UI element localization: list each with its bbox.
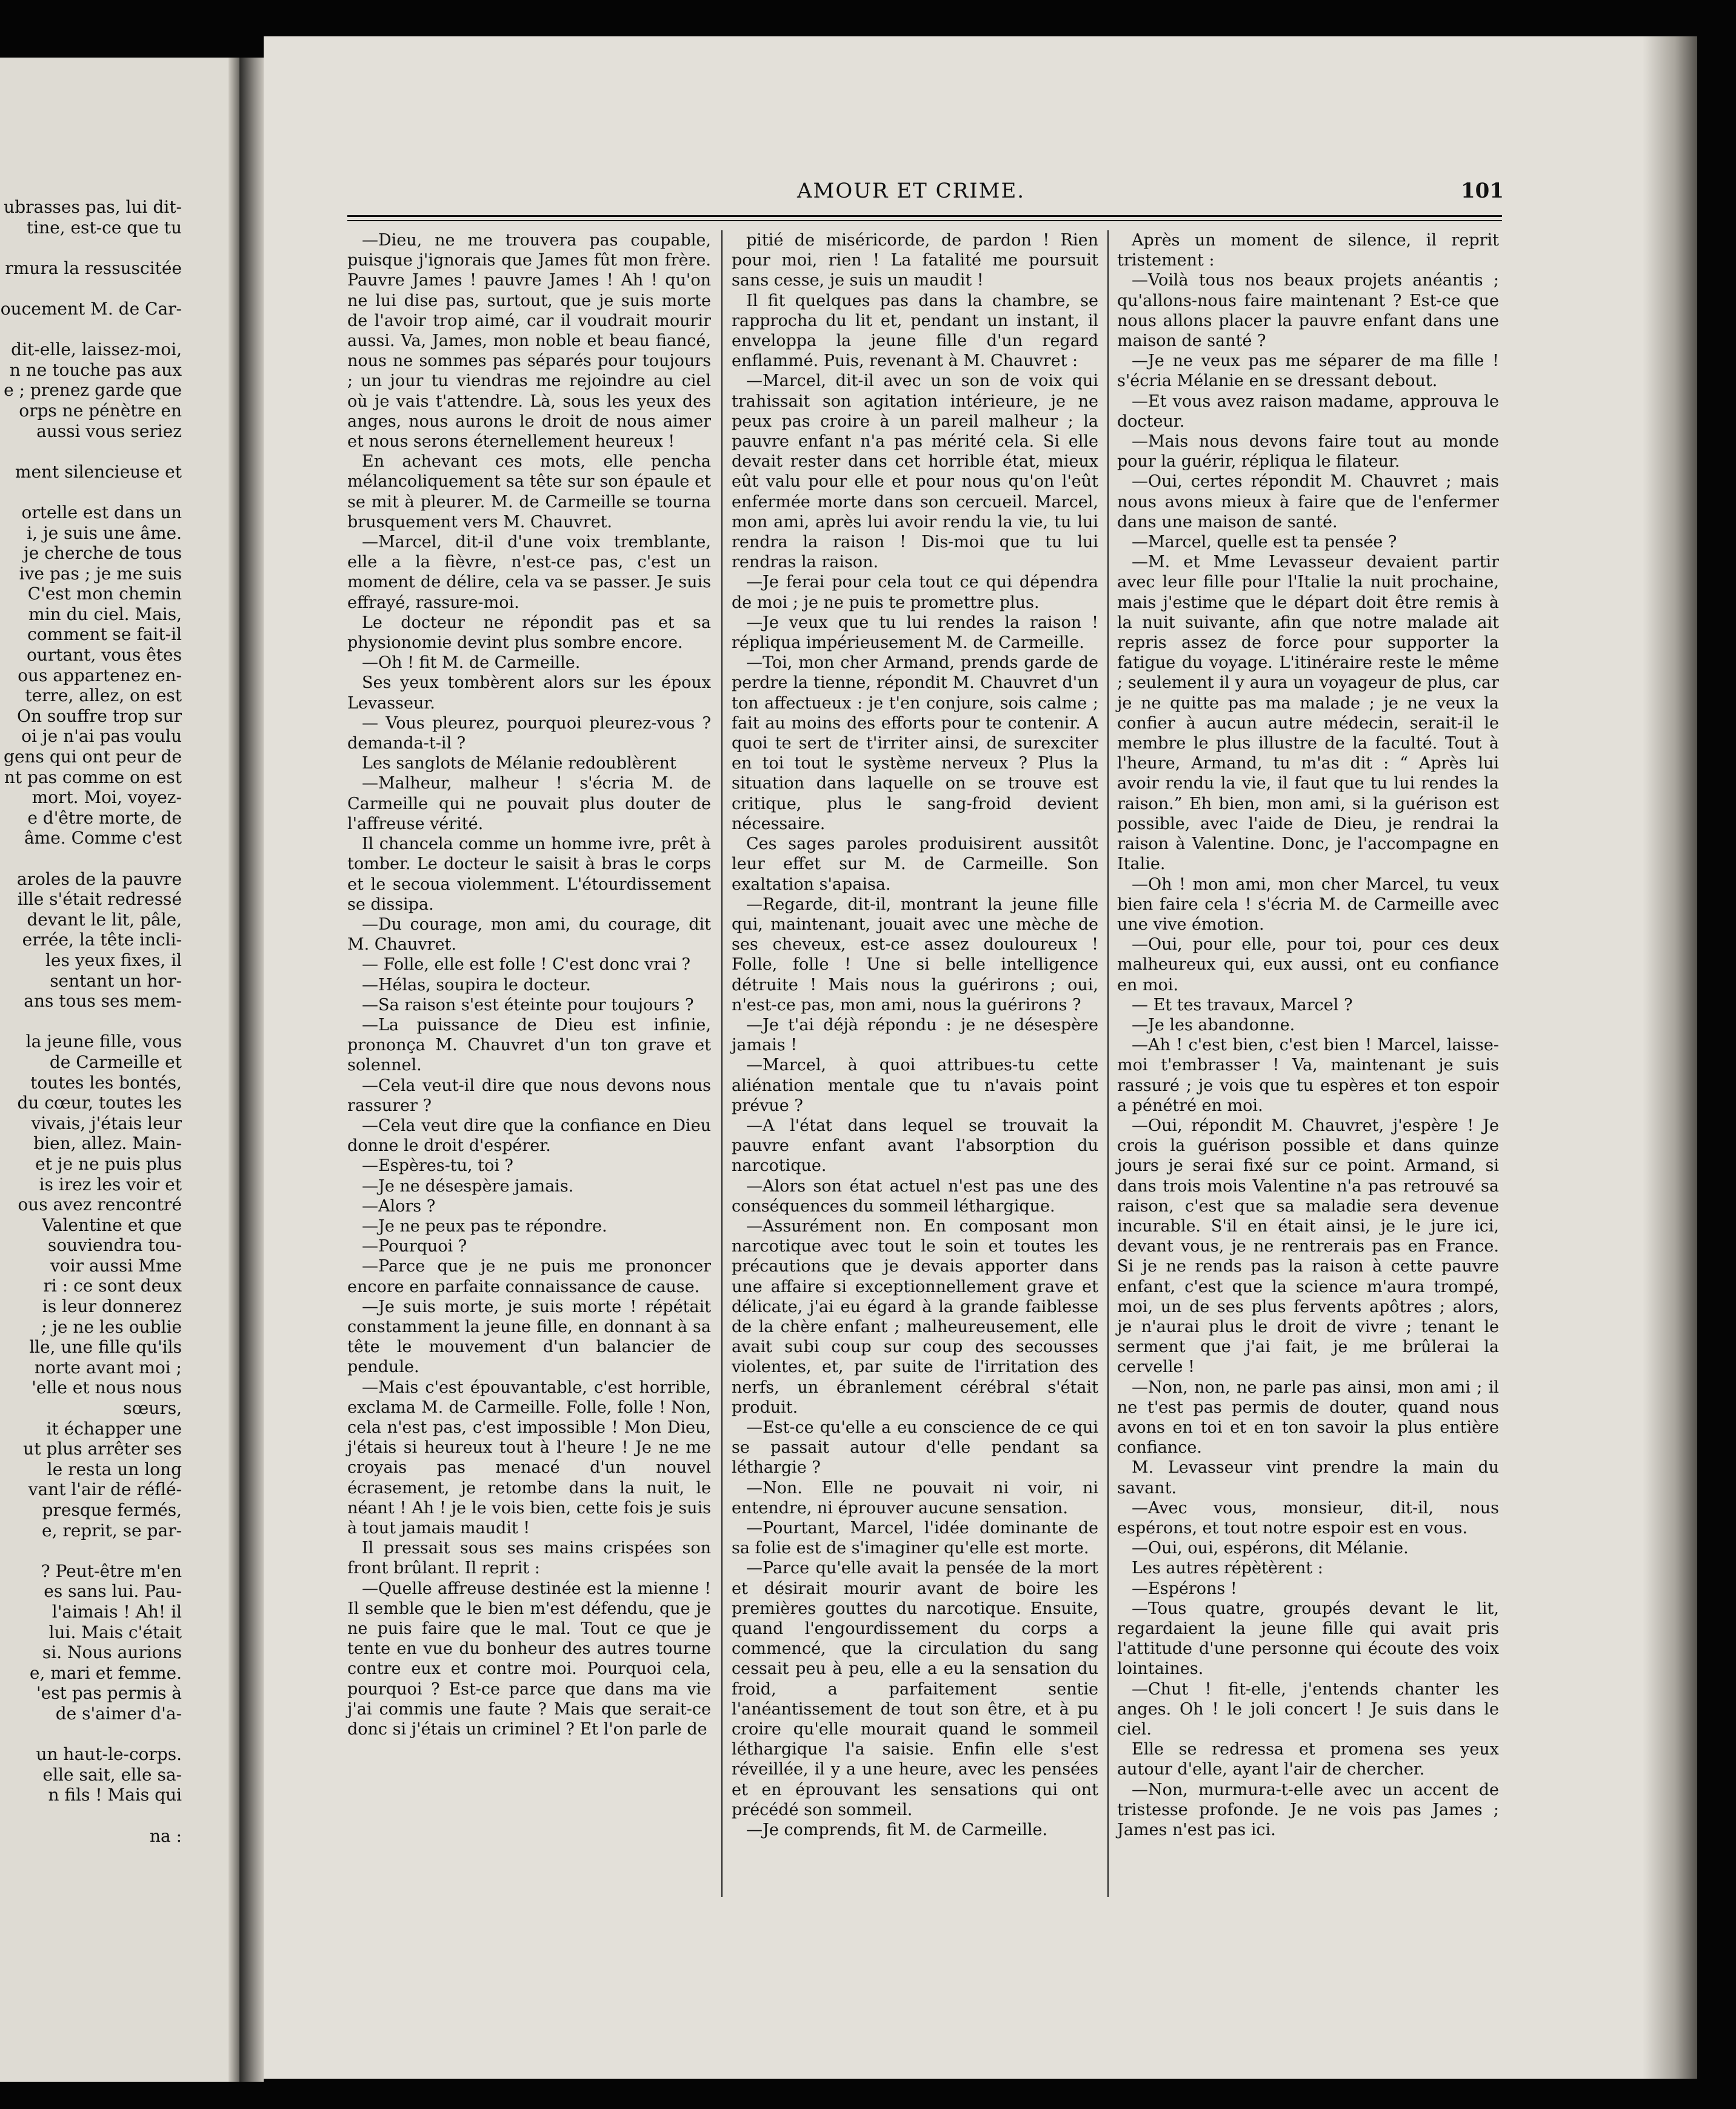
left-fragment-line: l'aimais ! Ah! il: [52, 1601, 182, 1622]
paragraph: —Je les abandonne.: [1132, 1015, 1295, 1035]
left-fragment-line: elle sait, elle sa-: [42, 1764, 182, 1785]
paragraph: —Oui, pour elle, pour toi, pour ces deux malheureux qui, eux aussi, ont eu confiance en moi.: [1117, 935, 1499, 995]
paragraph: —Parce que je ne puis me prononcer encore en parfaite connaissance de cause.: [347, 1257, 711, 1296]
left-fragment-line: ment silencieuse et: [15, 461, 182, 482]
left-fragment-line: [0, 1541, 182, 1561]
paragraph: —Je veux que tu lui rendes la raison ! répliqua impérieusement M. de Carmeille.: [732, 613, 1098, 653]
left-fragment-line: la jeune fille, vous: [25, 1031, 182, 1052]
paragraph: —Non, murmura-t-elle avec un accent de tristesse profonde. Je ne vois pas James ; James n'est pas ici.: [1117, 1780, 1499, 1840]
left-fragment-line: bien, allez. Main-: [33, 1133, 182, 1154]
paragraph: —Espérons !: [1132, 1579, 1237, 1598]
left-fragment-line: n ne touche pas aux: [9, 359, 182, 380]
paragraph: — Vous pleurez, pourquoi pleurez-vous ? demanda-t-il ?: [347, 713, 711, 753]
left-fragment-line: On souffre trop sur: [16, 705, 182, 726]
paragraph: —Oui, répondit M. Chauvret, j'espère ! Je crois la guérison possible et dans quinze jours je serai fixé sur ce point. Armand, si dans trois mois Valentine n'a pas retrouvé sa raison, c'est que sa maladie sera devenue incurable. S'il en était ainsi, je le jure ici, devant vous, je ne rentrerais pas en France. Si je ne rends pas la raison à cette pauvre enfant, c'est que la science m'aura trompé, moi, un de ses plus fervents apôtres ; alors, je n'aurai plus le droit de vivre ; tenant le serment que j'ai fait, je me brûlerai la cervelle !: [1117, 1116, 1499, 1377]
left-fragment-line: na :: [149, 1825, 182, 1846]
left-fragment-line: [0, 848, 182, 869]
left-fragment-line: presque fermés,: [42, 1500, 182, 1520]
paragraph: —Oh ! mon ami, mon cher Marcel, tu veux bien faire cela ! s'écria M. de Carmeille avec une vive émotion.: [1117, 875, 1499, 934]
left-fragment-line: ; je ne les oublie: [41, 1316, 182, 1337]
paragraph: —Assurément non. En composant mon narcotique avec tout le soin et toutes les précautions que je devais apporter dans une affaire si exceptionnellement grave et délicate, j'ai eu égard à la grande faiblesse de la chère enfant ; malheureusement, elle avait subi coup sur coup des secousses violentes, et, par suite de l'irritation des nerfs, un ébranlement cérébral s'était produit.: [732, 1216, 1098, 1417]
left-fragment-line: et je ne puis plus: [35, 1153, 182, 1174]
left-fragment-line: ive pas ; je me suis: [19, 563, 182, 584]
header-rule-thin: [347, 220, 1502, 221]
left-fragment-line: gens qui ont peur de: [4, 747, 182, 767]
text-column-3: [1117, 230, 1499, 1840]
paragraph: —Pourtant, Marcel, l'idée dominante de sa folie est de s'imaginer qu'elle est morte.: [732, 1519, 1098, 1558]
left-fragment-line: ubrasses pas, lui dit-: [4, 197, 182, 217]
paragraph: —Cela veut-il dire que nous devons nous rassurer ?: [347, 1076, 711, 1115]
paragraph: Il pressait sous ses mains crispées son front brûlant. Il reprit :: [347, 1539, 711, 1578]
left-fragment-line: mort. Moi, voyez-: [32, 787, 182, 808]
paragraph: —Je ferai pour cela tout ce qui dépendra de moi ; je ne puis te promettre plus.: [732, 573, 1098, 612]
paragraph: —Oui, certes répondit M. Chauvret ; mais nous avons mieux à faire que de l'enfermer dans une maison de santé.: [1117, 472, 1499, 531]
paragraph: pitié de miséricorde, de pardon ! Rien pour moi, rien ! La fatalité me poursuit sans cesse, je suis un maudit !: [732, 231, 1098, 290]
left-fragment-line: oucement M. de Car-: [0, 298, 182, 319]
paragraph: —Alors son état actuel n'est pas une des conséquences du sommeil léthargique.: [732, 1176, 1098, 1216]
paragraph: —Hélas, soupira le docteur.: [362, 975, 591, 995]
paragraph: —Je ne désespère jamais.: [362, 1176, 574, 1196]
left-fragment-line: ? Peut-être m'en: [41, 1561, 182, 1581]
paragraph: En achevant ces mots, elle pencha mélancoliquement sa tête sur son épaule et se mit à pleurer. M. de Carmeille se tourna brusquement vers M. Chauvret.: [347, 452, 711, 531]
left-fragment-line: is leur donnerez: [42, 1296, 182, 1317]
text-column-1: [347, 230, 711, 1739]
left-fragment-line: 'est pas permis à: [36, 1683, 182, 1704]
left-fragment-line: voir aussi Mme: [50, 1255, 182, 1276]
column-divider: [1107, 230, 1109, 1897]
left-fragment-line: [0, 319, 182, 340]
left-fragment-line: aussi vous seriez: [36, 421, 182, 441]
paragraph: —Non, non, ne parle pas ainsi, mon ami ; il ne t'est pas permis de douter, quand nous avons en toi et en ton savoir la plus entière confiance.: [1117, 1378, 1499, 1458]
paragraph: —Marcel, dit-il avec un son de voix qui trahissait son agitation intérieure, je ne peux pas croire à un pareil malheur ; la pauvre enfant n'a pas mérité cela. Si elle devait rester dans cet horrible état, mieux eût valu pour elle et pour nous qu'on l'eût enfermée morte dans son cercueil. Marcel, mon ami, après lui avoir rendu la vie, tu lui rendra la raison ! Dis-moi que tu lui rendras la raison.: [732, 371, 1098, 572]
left-fragment-line: toutes les bontés,: [30, 1072, 182, 1093]
left-fragment-line: norte avant moi ;: [34, 1357, 182, 1378]
paragraph: —Et vous avez raison madame, approuva le docteur.: [1117, 391, 1499, 431]
paragraph: —Dieu, ne me trouvera pas coupable, puisque j'ignorais que James fût mon frère. Pauvre James ! pauvre James ! Ah ! qu'on ne lui dise pas, surtout, que je suis morte de l'avoir trop aimé, car il voudrait mourir aussi. Va, James, mon noble et beau fiancé, nous ne sommes pas séparés pour toujours ; un jour tu viendras me rejoindre au ciel où je vais t'attendre. Là, sous les yeux des anges, nous aurons le droit de nous aimer et nous serons éternellement heureux !: [347, 231, 711, 451]
left-fragment-line: ourtant, vous êtes: [26, 645, 182, 665]
left-fragment-line: terre, allez, on est: [25, 685, 182, 706]
paragraph: —Parce qu'elle avait la pensée de la mort et désirait mourir avant de boire les premières gouttes du narcotique. Ensuite, quand l'engourdissement du corps a commencé, que la circulation du sang cessait peu à peu, elle a eu la sensation du froid, a parfaitement sentie l'anéantissement de tout son être, et à pu croire qu'elle mourait quand le sommeil léthargique l'a saisie. Enfin elle s'est réveillée, il y a une heure, avec les pensées et en éprouvant les sensations qui ont précédé son sommeil.: [732, 1559, 1098, 1819]
left-fragment-line: [0, 1805, 182, 1826]
paragraph: — Folle, elle est folle ! C'est donc vrai ?: [362, 955, 691, 975]
paragraph: —Chut ! fit-elle, j'entends chanter les anges. Oh ! le joli concert ! Je suis dans le ciel.: [1117, 1679, 1499, 1739]
left-fragment-line: ous appartenez en-: [18, 665, 182, 685]
left-fragment-line: [0, 482, 182, 502]
left-fragment-line: rmura la ressuscitée: [5, 258, 182, 278]
paragraph: —Espères-tu, toi ?: [362, 1156, 513, 1176]
right-page-edge-shadow: [1643, 36, 1697, 2079]
left-fragment-line: [0, 238, 182, 258]
left-fragment-line: devant le lit, pâle,: [27, 909, 182, 930]
left-fragment-line: sentant un hor-: [50, 970, 182, 991]
page-number: 101: [1461, 179, 1504, 203]
left-fragment-line: orps ne pénètre en: [19, 400, 182, 421]
left-fragment-line: de Carmeille et: [49, 1051, 182, 1072]
paragraph: —Du courage, mon ami, du courage, dit M. Chauvret.: [347, 915, 711, 955]
left-fragment-line: e ; prenez garde que: [4, 380, 182, 401]
paragraph: —Malheur, malheur ! s'écria M. de Carmeille qui ne pouvait plus douter de l'affreuse vérité.: [347, 774, 711, 833]
paragraph: —Non. Elle ne pouvait ni voir, ni entendre, ni éprouver aucune sensation.: [732, 1478, 1098, 1518]
left-fragment-line: vivais, j'étais leur: [31, 1113, 182, 1133]
paragraph: — Et tes travaux, Marcel ?: [1132, 995, 1353, 1015]
paragraph: —Marcel, quelle est ta pensée ?: [1132, 533, 1397, 552]
paragraph: —Pourquoi ?: [362, 1237, 467, 1256]
left-page-text-fragment: [0, 197, 182, 1846]
left-fragment-line: nt pas comme on est: [4, 767, 182, 787]
paragraph: —Je suis morte, je suis morte ! répétait constamment la jeune fille, en donnant à sa tête le mouvement d'un balancier de pendule.: [347, 1297, 711, 1377]
left-fragment-line: oi je n'ai pas voulu: [21, 726, 182, 747]
paragraph: —A l'état dans lequel se trouvait la pauvre enfant avant l'absorption du narcotique.: [732, 1116, 1098, 1176]
paragraph: —Sa raison s'est éteinte pour toujours ?: [362, 995, 694, 1015]
left-fragment-line: comment se fait-il: [27, 624, 182, 645]
left-fragment-line: lui. Mais c'était: [48, 1622, 182, 1642]
paragraph: —Quelle affreuse destinée est la mienne ! Il semble que le bien m'est défendu, que je ne puis faire que le mal. Tout ce que je tente en vue du bonheur des autres tourne contre eux et contre moi. Pourquoi cela, pourquoi ? Est-ce parce que dans ma vie j'ai commis une faute ? Mais que serait-ce donc si j'étais un criminel ? Et l'on parle de: [347, 1579, 711, 1739]
left-fragment-line: sœurs,: [123, 1398, 182, 1419]
left-fragment-line: ri : ce sont deux: [43, 1276, 182, 1296]
column-divider: [721, 230, 723, 1897]
paragraph: Après un moment de silence, il reprit tristement :: [1117, 231, 1499, 270]
left-page-fold-shadow: [229, 58, 239, 2082]
text-column-2: [732, 230, 1098, 1840]
left-fragment-line: [0, 441, 182, 462]
left-fragment-line: je cherche de tous: [24, 543, 182, 564]
left-fragment-line: i, je suis une âme.: [27, 522, 182, 543]
paragraph: —Mais c'est épouvantable, c'est horrible, exclama M. de Carmeille. Folle, folle ! Non, cela n'est pas, c'est impossible ! Mon Dieu, j'étais si heureux tout à l'heure ! Je ne me croyais pas menacé d'un nouvel écrasement, je retombe dans la nuit, le néant ! Ah ! je le vois bien, cette fois je suis à tout jamais maudit !: [347, 1378, 711, 1538]
paragraph: —La puissance de Dieu est infinie, prononça M. Chauvret d'un ton grave et solennel.: [347, 1015, 711, 1075]
left-fragment-line: le resta un long: [47, 1459, 182, 1479]
paragraph: —Ah ! c'est bien, c'est bien ! Marcel, laisse-moi t'embrasser ! Va, maintenant je suis rassuré ; je vois que tu espères et ton espoir a pénétré en moi.: [1117, 1036, 1499, 1115]
left-fragment-line: souviendra tou-: [47, 1235, 182, 1256]
right-page: [264, 36, 1697, 2079]
paragraph: Elle se redressa et promena ses yeux autour d'elle, ayant l'air de chercher.: [1117, 1740, 1499, 1779]
left-fragment-line: si. Nous aurions: [42, 1642, 182, 1663]
book-spine: [239, 58, 264, 2082]
paragraph: —Je comprends, fit M. de Carmeille.: [746, 1821, 1048, 1840]
paragraph: —Regarde, dit-il, montrant la jeune fille qui, maintenant, jouait avec une mèche de ses cheveux, est-ce assez douloureux ! Folle, folle ! Une si belle intelligence détruite ! Mais nous la guérirons ; oui, n'est-ce pas, mon ami, nous la guérirons ?: [732, 895, 1098, 1015]
left-fragment-line: ortelle est dans un: [21, 502, 182, 522]
left-fragment-line: e d'être morte, de: [27, 807, 182, 828]
paragraph: —Toi, mon cher Armand, prends garde de perdre la tienne, répondit M. Chauvret d'un ton affectueux : je t'en conjure, sois calme ; fait au moins des efforts pour te contenir. A quoi te sert de t'irriter ainsi, de surexciter en toi tout le système nerveux ? Plus la situation dans laquelle on se trouve est critique, plus le sang-froid devient nécessaire.: [732, 653, 1098, 833]
left-fragment-line: it échapper une: [46, 1418, 182, 1439]
paragraph: —Alors ?: [362, 1196, 436, 1216]
page-header: [264, 179, 1697, 209]
left-fragment-line: vant l'air de réflé-: [28, 1479, 182, 1500]
paragraph: Le docteur ne répondit pas et sa physionomie devint plus sombre encore.: [347, 613, 711, 653]
paragraph: —Avec vous, monsieur, dit-il, nous espérons, et tout notre espoir est en vous.: [1117, 1498, 1499, 1538]
paragraph: —Tous quatre, groupés devant le lit, regardaient la jeune fille qui avait pris l'attitude d'une personne qui écoute des voix lointaines.: [1117, 1599, 1499, 1679]
left-fragment-line: ous avez rencontré: [18, 1194, 182, 1215]
left-fragment-line: C'est mon chemin: [27, 584, 182, 604]
left-fragment-line: de s'aimer d'a-: [55, 1703, 182, 1724]
paragraph: —Est-ce qu'elle a eu conscience de ce qui se passait autour d'elle pendant sa léthargie ?: [732, 1418, 1098, 1478]
paragraph: Ses yeux tombèrent alors sur les époux Levasseur.: [347, 673, 711, 713]
running-title: AMOUR ET CRIME.: [797, 179, 1026, 203]
left-fragment-line: aroles de la pauvre: [16, 868, 182, 889]
left-page: [0, 58, 239, 2082]
left-fragment-line: âme. Comme c'est: [24, 828, 182, 848]
left-fragment-line: es sans lui. Pau-: [44, 1581, 182, 1602]
left-fragment-line: lle, une fille qu'ils: [29, 1337, 182, 1358]
paragraph: —Voilà tous nos beaux projets anéantis ; qu'allons-nous faire maintenant ? Est-ce que nous allons placer la pauvre enfant dans une maison de santé ?: [1117, 271, 1499, 351]
paragraph: —Je t'ai déjà répondu : je ne désespère jamais !: [732, 1015, 1098, 1055]
paragraph: Les autres répètèrent :: [1132, 1559, 1323, 1578]
left-fragment-line: ille s'était redressé: [17, 889, 182, 910]
left-fragment-line: [0, 1011, 182, 1032]
left-fragment-line: errée, la tête incli-: [22, 930, 182, 950]
left-fragment-line: Valentine et que: [42, 1214, 182, 1235]
paragraph: —Je ne veux pas me séparer de ma fille ! s'écria Mélanie en se dressant debout.: [1117, 352, 1499, 391]
left-fragment-line: du cœur, toutes les: [17, 1093, 182, 1113]
paragraph: —Oh ! fit M. de Carmeille.: [362, 653, 581, 673]
left-fragment-line: min du ciel. Mais,: [28, 604, 182, 624]
paragraph: M. Levasseur vint prendre la main du savant.: [1117, 1458, 1499, 1498]
paragraph: —Cela veut dire que la confiance en Dieu donne le droit d'espérer.: [347, 1116, 711, 1156]
paragraph: Il fit quelques pas dans la chambre, se rapprocha du lit et, pendant un instant, il enveloppa la jeune fille d'un regard enflammé. Puis, revenant à M. Chauvret :: [732, 291, 1098, 371]
left-fragment-line: e, mari et femme.: [29, 1662, 182, 1683]
left-fragment-line: n fils ! Mais qui: [48, 1785, 182, 1805]
left-fragment-line: ut plus arrêter ses: [23, 1439, 182, 1459]
header-rule: [347, 215, 1502, 217]
left-fragment-line: les yeux fixes, il: [45, 950, 182, 970]
paragraph: Ces sages paroles produisirent aussitôt leur effet sur M. de Carmeille. Son exaltation s'apaisa.: [732, 835, 1098, 894]
left-fragment-line: tine, est-ce que tu: [26, 217, 182, 238]
left-fragment-line: [0, 278, 182, 299]
left-fragment-line: ans tous ses mem-: [24, 991, 182, 1011]
left-fragment-line: [0, 1724, 182, 1745]
paragraph: —M. et Mme Levasseur devaient partir avec leur fille pour l'Italie la nuit prochaine, mais j'estime que le départ doit être remis à la nuit suivante, afin que notre malade ait repris assez de force pour supporter la fatigue du voyage. L'itinéraire reste le même ; seulement il y aura un voyageur de plus, car je ne quitte pas ma malade ; je ne veux la confier à aucun autre médecin, serait-il le membre le plus illustre de la faculté. Tout à l'heure, Armand, tu m'as dit : “ Après lui avoir rendu la vie, il faut que tu lui rendes la raison.” Eh bien, mon ami, si la guérison est possible, avec l'aide de Dieu, je rendrai la raison à Valentine. Donc, je l'accompagne en Italie.: [1117, 553, 1499, 874]
left-fragment-line: 'elle et nous nous: [32, 1378, 182, 1398]
paragraph: —Mais nous devons faire tout au monde pour la guérir, répliqua le filateur.: [1117, 432, 1499, 471]
paragraph: —Je ne peux pas te répondre.: [362, 1216, 607, 1236]
paragraph: —Marcel, dit-il d'une voix tremblante, elle a la fièvre, n'est-ce pas, c'est un moment de délire, cela va se passer. Je suis effrayé, rassure-moi.: [347, 533, 711, 612]
left-fragment-line: un haut-le-corps.: [36, 1744, 182, 1765]
left-fragment-line: e, reprit, se par-: [42, 1520, 182, 1541]
paragraph: —Marcel, à quoi attribues-tu cette aliénation mentale que tu n'avais point prévue ?: [732, 1056, 1098, 1115]
paragraph: —Oui, oui, espérons, dit Mélanie.: [1132, 1539, 1409, 1558]
paragraph: Les sanglots de Mélanie redoublèrent: [362, 754, 676, 773]
left-fragment-line: is irez les voir et: [39, 1174, 182, 1194]
left-fragment-line: dit-elle, laissez-moi,: [11, 339, 182, 360]
paragraph: Il chancela comme un homme ivre, prêt à tomber. Le docteur le saisit à bras le corps et le secoua violemment. L'étourdissement se dissipa.: [347, 835, 711, 914]
